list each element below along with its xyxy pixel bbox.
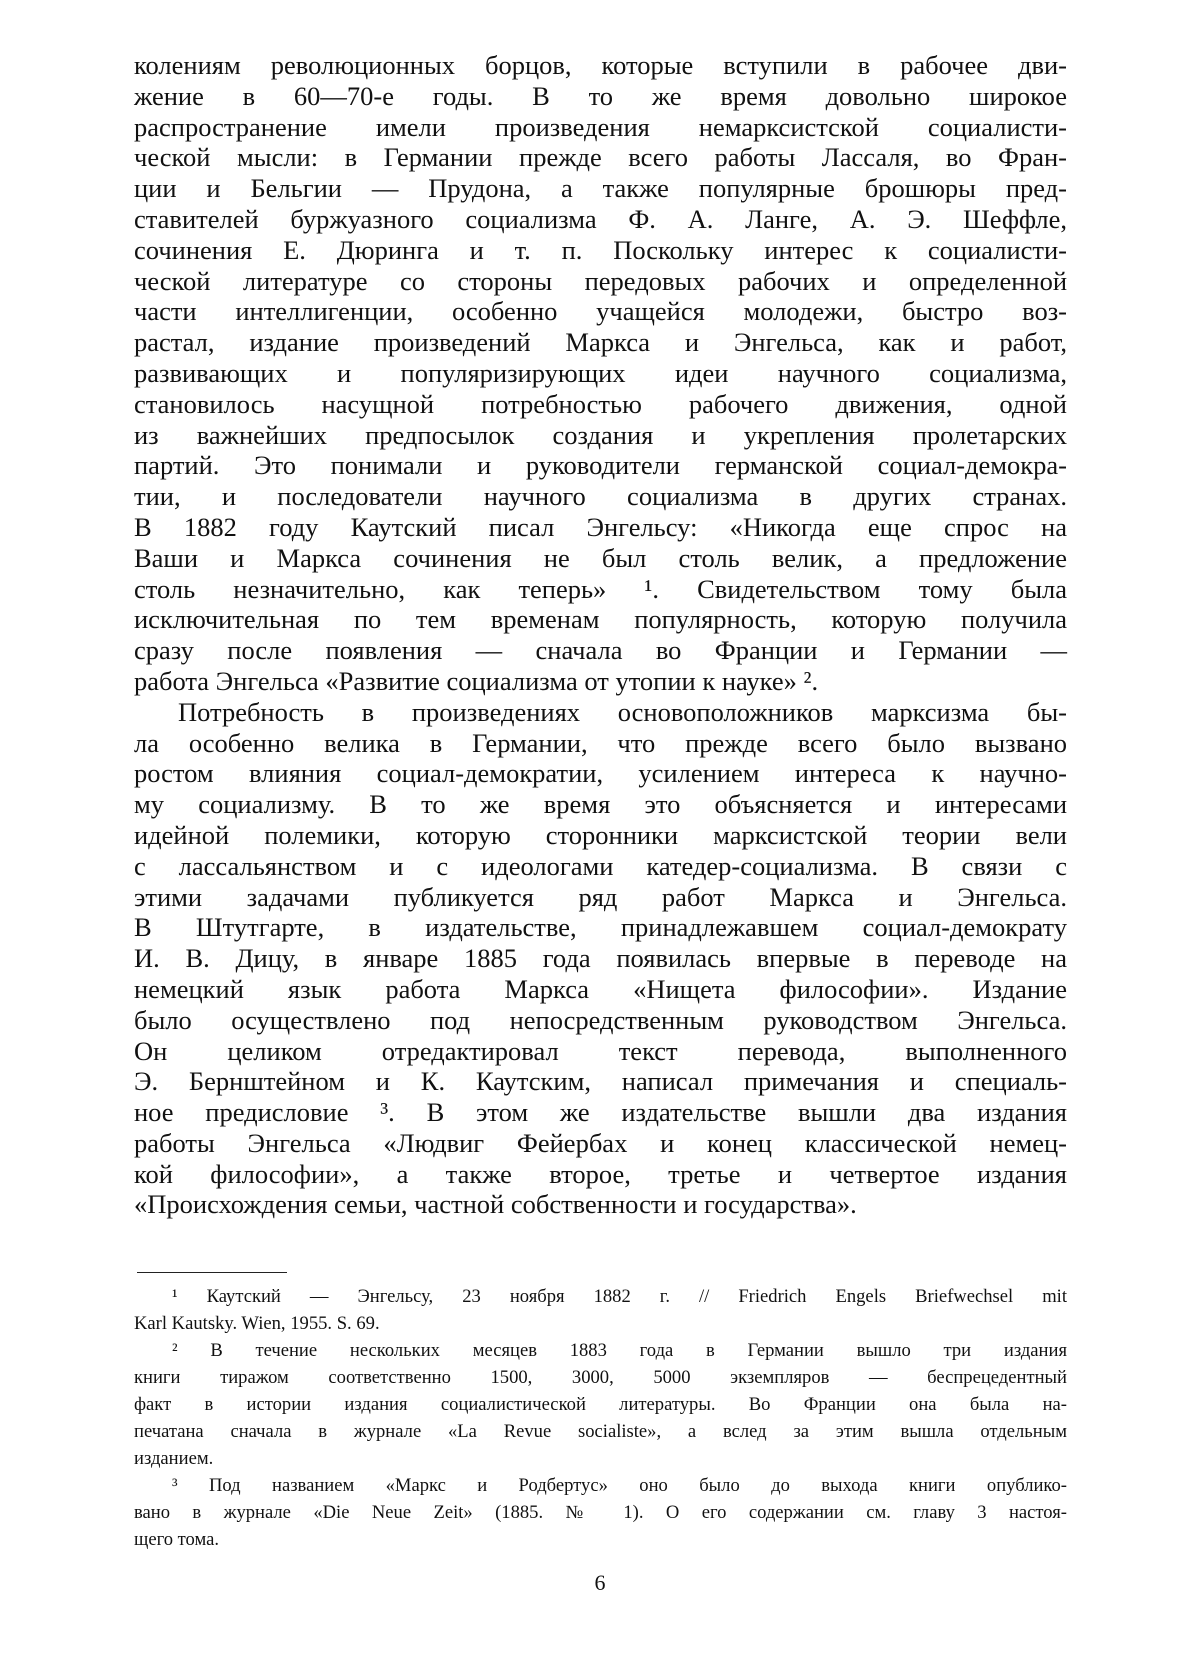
text-line: партий. Это понимали и руководители германской социал-демокра- [134, 450, 1067, 481]
footnote-line: книги тиражом соответственно 1500, 3000, 5000 экземпляров — беспрецедентный [134, 1367, 1067, 1388]
text-line: сразу после появления — сначала во Франции и Германии — [134, 635, 1067, 666]
text-line: немецкий язык работа Маркса «Нищета философии». Издание [134, 973, 1067, 1004]
text-line: му социализму. В то же время это объясняется и интересами [134, 789, 1067, 820]
footnotes [134, 1283, 1067, 1553]
footnote-line: ² В течение нескольких месяцев 1883 года в Германии вышло три издания [172, 1340, 1067, 1361]
text-line: Он целиком отредактировал текст перевода, выполненного [134, 1035, 1067, 1066]
text-line: было осуществлено под непосредственным руководством Энгельса. [134, 1004, 1067, 1035]
text-line: сочинения Е. Дюринга и т. п. Поскольку интерес к социалисти- [134, 234, 1067, 265]
text-line: растал, издание произведений Маркса и Энгельса, как и работ, [134, 327, 1067, 358]
text-line: работы Энгельса «Людвиг Фейербах и конец классической немец- [134, 1127, 1067, 1158]
text-line: «Происхождения семьи, частной собственности и государства». [134, 1189, 857, 1220]
text-line: ческой мысли: в Германии прежде всего работы Лассаля, во Фран- [134, 142, 1067, 173]
footnote-divider [137, 1272, 287, 1273]
footnote-line: ¹ Каутский — Энгельсу, 23 ноября 1882 г. // Friedrich Engels Briefwechsel mit [172, 1286, 1067, 1307]
text-line: Э. Бернштейном и К. Каутским, написал примечания и специаль- [134, 1066, 1067, 1097]
text-line: идейной полемики, которую сторонники марксистской теории вели [134, 819, 1067, 850]
footnote-line: вано в журнале «Die Neue Zeit» (1885. № 1). О его содержании см. главу 3 настоя- [134, 1502, 1067, 1523]
text-line: ростом влияния социал-демократии, усилением интереса к научно- [134, 758, 1067, 789]
text-line: И. В. Дицу, в январе 1885 года появилась впервые в переводе на [134, 943, 1067, 974]
text-line: столь незначительно, как теперь» ¹. Свидетельством тому была [134, 573, 1067, 604]
footnote-line: щего тома. [134, 1529, 220, 1550]
text-line: ческой литературе со стороны передовых рабочих и определенной [134, 265, 1067, 296]
text-line: колениям революционных борцов, которые вступили в рабочее дви- [134, 50, 1067, 80]
footnote-line: печатана сначала в журнале «La Revue socialiste», а вслед за этим вышла отдельным [134, 1421, 1067, 1442]
text-line: В Штутгарте, в издательстве, принадлежавшем социал-демократу [134, 912, 1067, 943]
footnote-line: ³ Под названием «Маркс и Родбертус» оно было до выхода книги опублико- [172, 1475, 1067, 1496]
text-line: части интеллигенции, особенно учащейся молодежи, быстро воз- [134, 296, 1067, 327]
text-line: ное предисловие ³. В этом же издательстве вышли два издания [134, 1097, 1067, 1128]
text-line: кой философии», а также второе, третье и четвертое издания [134, 1158, 1067, 1189]
text-line: распространение имели произведения немарксистской социалисти- [134, 111, 1067, 142]
text-line: развивающих и популяризирующих идеи научного социализма, [134, 357, 1067, 388]
text-line: ставителей буржуазного социализма Ф. А. Ланге, А. Э. Шеффле, [134, 203, 1067, 234]
footnote-line: факт в истории издания социалистической литературы. Во Франции она была на- [134, 1394, 1067, 1415]
text-line: этими задачами публикуется ряд работ Маркса и Энгельса. [134, 881, 1067, 912]
text-line: ла особенно велика в Германии, что прежде всего было вызвано [134, 727, 1067, 758]
footnote-line: Karl Kautsky. Wien, 1955. S. 69. [134, 1313, 380, 1334]
text-line: жение в 60—70-е годы. В то же время довольно широкое [134, 80, 1067, 111]
text-line: из важнейших предпосылок создания и укрепления пролетарских [134, 419, 1067, 450]
footnote-line: изданием. [134, 1448, 214, 1469]
main-text [134, 50, 1067, 1220]
text-line: ции и Бельгии — Прудона, а также популярные брошюры пред- [134, 173, 1067, 204]
text-line: В 1882 году Каутский писал Энгельсу: «Никогда еще спрос на [134, 511, 1067, 542]
text-line: Ваши и Маркса сочинения не был столь велик, а предложение [134, 542, 1067, 573]
text-line: с лассальянством и с идеологами катедер-социализма. В связи с [134, 850, 1067, 881]
text-line: исключительная по тем временам популярность, которую получила [134, 604, 1067, 635]
text-line: Потребность в произведениях основоположников марксизма бы- [178, 696, 1067, 727]
text-line: становилось насущной потребностью рабочего движения, одной [134, 388, 1067, 419]
text-line: тии, и последователи научного социализма в других странах. [134, 481, 1067, 512]
page-number: 6 [594, 1570, 606, 1595]
text-line: работа Энгельса «Развитие социализма от утопии к науке» ². [134, 665, 819, 696]
